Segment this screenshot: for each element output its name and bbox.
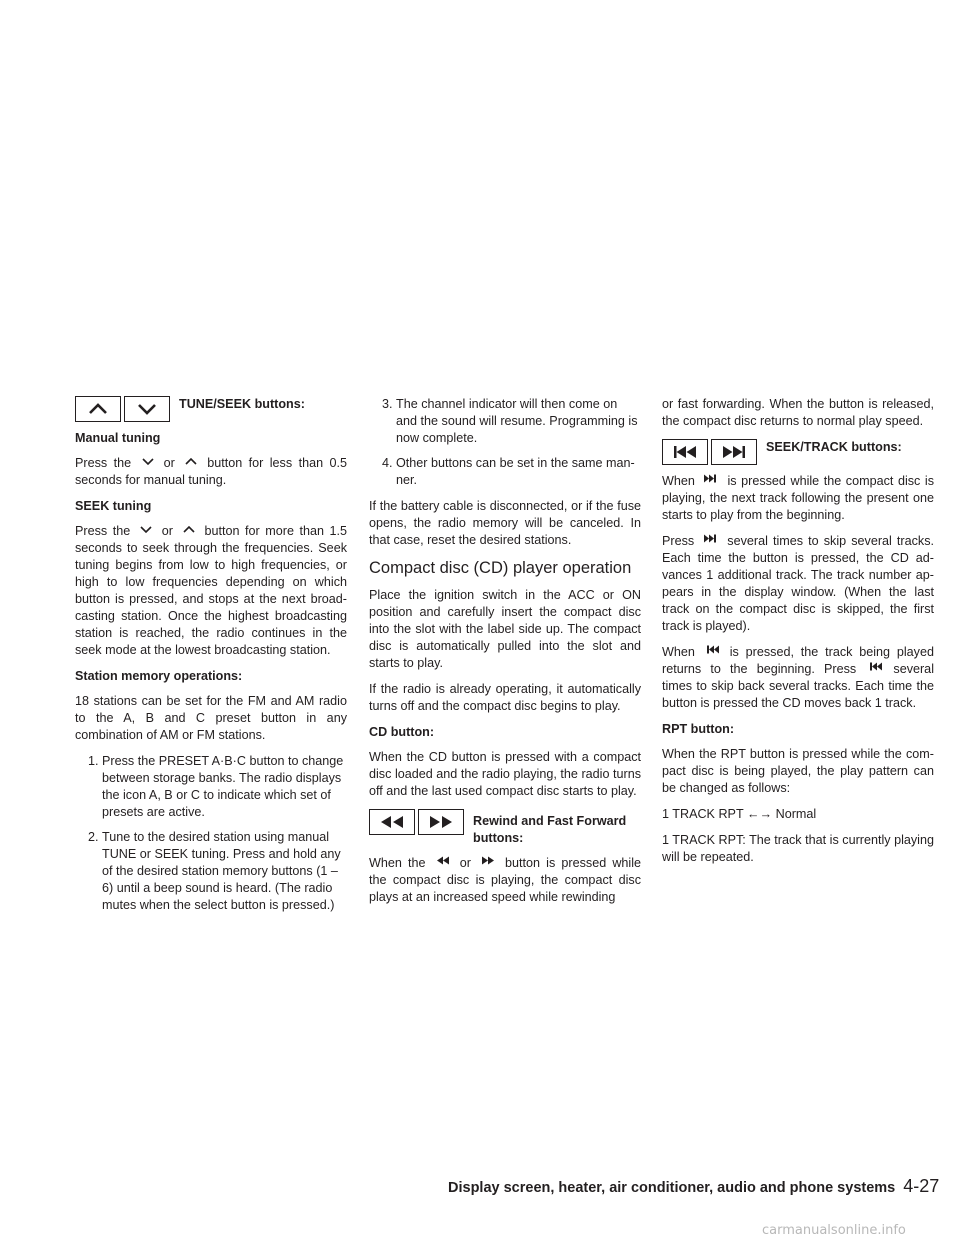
column-3 [662, 396, 934, 875]
fast-forward-button-illustration [418, 809, 464, 835]
fast-forward-icon [481, 856, 495, 865]
skip-previous-icon [869, 662, 883, 671]
list-item: 1. Press the PRESET A·B·C button to change between storage banks. The radio displays the icon A, B or C to indicate which set of presets are active. [88, 754, 344, 819]
cd-section-heading: Compact disc (CD) player operation [369, 559, 632, 577]
cd-auto-play: If the radio is already operating, it automatically turns off and the compact disc begins to play. [369, 682, 641, 713]
seek-track-buttons-row [662, 439, 934, 465]
manual-tuning-text: Press the or button for less than 0.5 seconds for manual tuning. [75, 456, 348, 487]
cd-button-heading: CD button: [369, 725, 435, 739]
station-memory-intro: 18 stations can be set for the FM and AM radio to the A, B and C preset button in any combination of AM or FM stations. [75, 694, 347, 742]
skip-next-icon [703, 474, 717, 483]
seek-track-label: SEEK/TRACK buttons: [766, 440, 902, 454]
fast-forward-icon [428, 815, 454, 829]
rewind-icon [379, 815, 405, 829]
seek-tuning-heading: SEEK tuning [75, 499, 152, 513]
list-item: 2. Tune to the desired station using manual TUNE or SEEK tuning. Press and hold any of the desired station memory buttons (1 – 6) until a beep sound is heard. (The radio mutes when the select button is pressed.) [88, 830, 341, 912]
track-previous-button-illustration [662, 439, 708, 465]
station-memory-steps-cont [369, 396, 641, 489]
rewind-ff-label: Rewind and Fast Forward buttons: [473, 814, 627, 845]
tune-seek-buttons-row [75, 396, 347, 422]
skip-next-icon [703, 534, 717, 543]
track-next-button-illustration [711, 439, 757, 465]
next-track-text: When is pressed while the compact disc is playing, the next track following the present one starts to play from the beginning. [662, 474, 935, 522]
rpt-cycle: 1 TRACK RPT ←→ Normal [662, 807, 817, 821]
watermark: carmanualsonline.info [762, 1223, 906, 1238]
chevron-down-icon [142, 458, 154, 465]
station-memory-steps [75, 753, 347, 914]
chevron-down-icon [140, 526, 152, 533]
rewind-button-illustration [369, 809, 415, 835]
column-2 [369, 396, 641, 915]
tune-seek-label: TUNE/SEEK buttons: [179, 397, 305, 411]
page-number: 4-27 [903, 1176, 940, 1196]
previous-track-text: When is pressed, the track being played returns to the beginning. Press several times to skip back several tracks. Each time the button is pressed the CD moves back 1 track. [662, 645, 934, 710]
skip-previous-icon [706, 645, 720, 654]
rpt-description: 1 TRACK RPT: The track that is currently playing will be repeated. [662, 833, 934, 864]
list-item: 4. Other buttons can be set in the same man- ner. [382, 456, 635, 487]
chevron-up-icon [88, 403, 108, 415]
section-title: Display screen, heater, air conditioner, audio and phone systems [448, 1180, 896, 1196]
rewind-icon [436, 856, 450, 865]
rewind-ff-text-cont: or fast forwarding. When the button is released, the compact disc returns to normal play speed. [662, 397, 934, 428]
page-footer [448, 1176, 948, 1198]
rpt-heading: RPT button: [662, 722, 735, 736]
tune-up-button-illustration [75, 396, 121, 422]
skip-previous-icon [672, 445, 698, 459]
column-1 [75, 396, 347, 923]
skip-several-text: Press several times to skip several tracks. Each time the button is pressed, the CD ad- vances 1 additional track. The track number ap- pears in the display window. (When the last track on the compact disc is skipped, the first track is played). [662, 534, 935, 633]
battery-note: If the battery cable is disconnected, or if the fuse opens, the radio memory will be canceled. In that case, reset the desired stations. [369, 499, 641, 547]
chevron-up-icon [183, 526, 195, 533]
manual-tuning-heading: Manual tuning [75, 431, 161, 445]
rewind-ff-text: When the or button is pressed while the compact disc is playing, the compact disc plays at an increased speed while rewinding [369, 856, 642, 904]
tune-down-button-illustration [124, 396, 170, 422]
seek-tuning-text: Press the or button for more than 1.5 seconds to seek through the frequencies. Seek tuning begins from low to high frequencies, or high to low frequencies depending on which button is pressed, and stops at the next broad- casting station. Once the highest broadcasting station is reached, the radio continues in the seek mode at the lowest broadcasting station. [75, 524, 348, 657]
skip-next-icon [721, 445, 747, 459]
rewind-ff-buttons-row [369, 809, 641, 847]
list-item: 3. The channel indicator will then come on and the sound will resume. Programming is now complete. [382, 397, 638, 445]
cd-intro: Place the ignition switch in the ACC or ON position and carefully insert the compact disc into the slot with the label side up. The compact disc is automatically pulled into the slot and starts to play. [369, 588, 641, 670]
chevron-down-icon [137, 403, 157, 415]
cd-button-text: When the CD button is pressed with a compact disc loaded and the radio playing, the radio turns off and the last used compact disc starts to play. [369, 750, 641, 798]
rpt-text: When the RPT button is pressed while the com- pact disc is being played, the play pattern can be changed as follows: [662, 747, 934, 795]
station-memory-heading: Station memory operations: [75, 669, 243, 683]
chevron-up-icon [185, 458, 197, 465]
